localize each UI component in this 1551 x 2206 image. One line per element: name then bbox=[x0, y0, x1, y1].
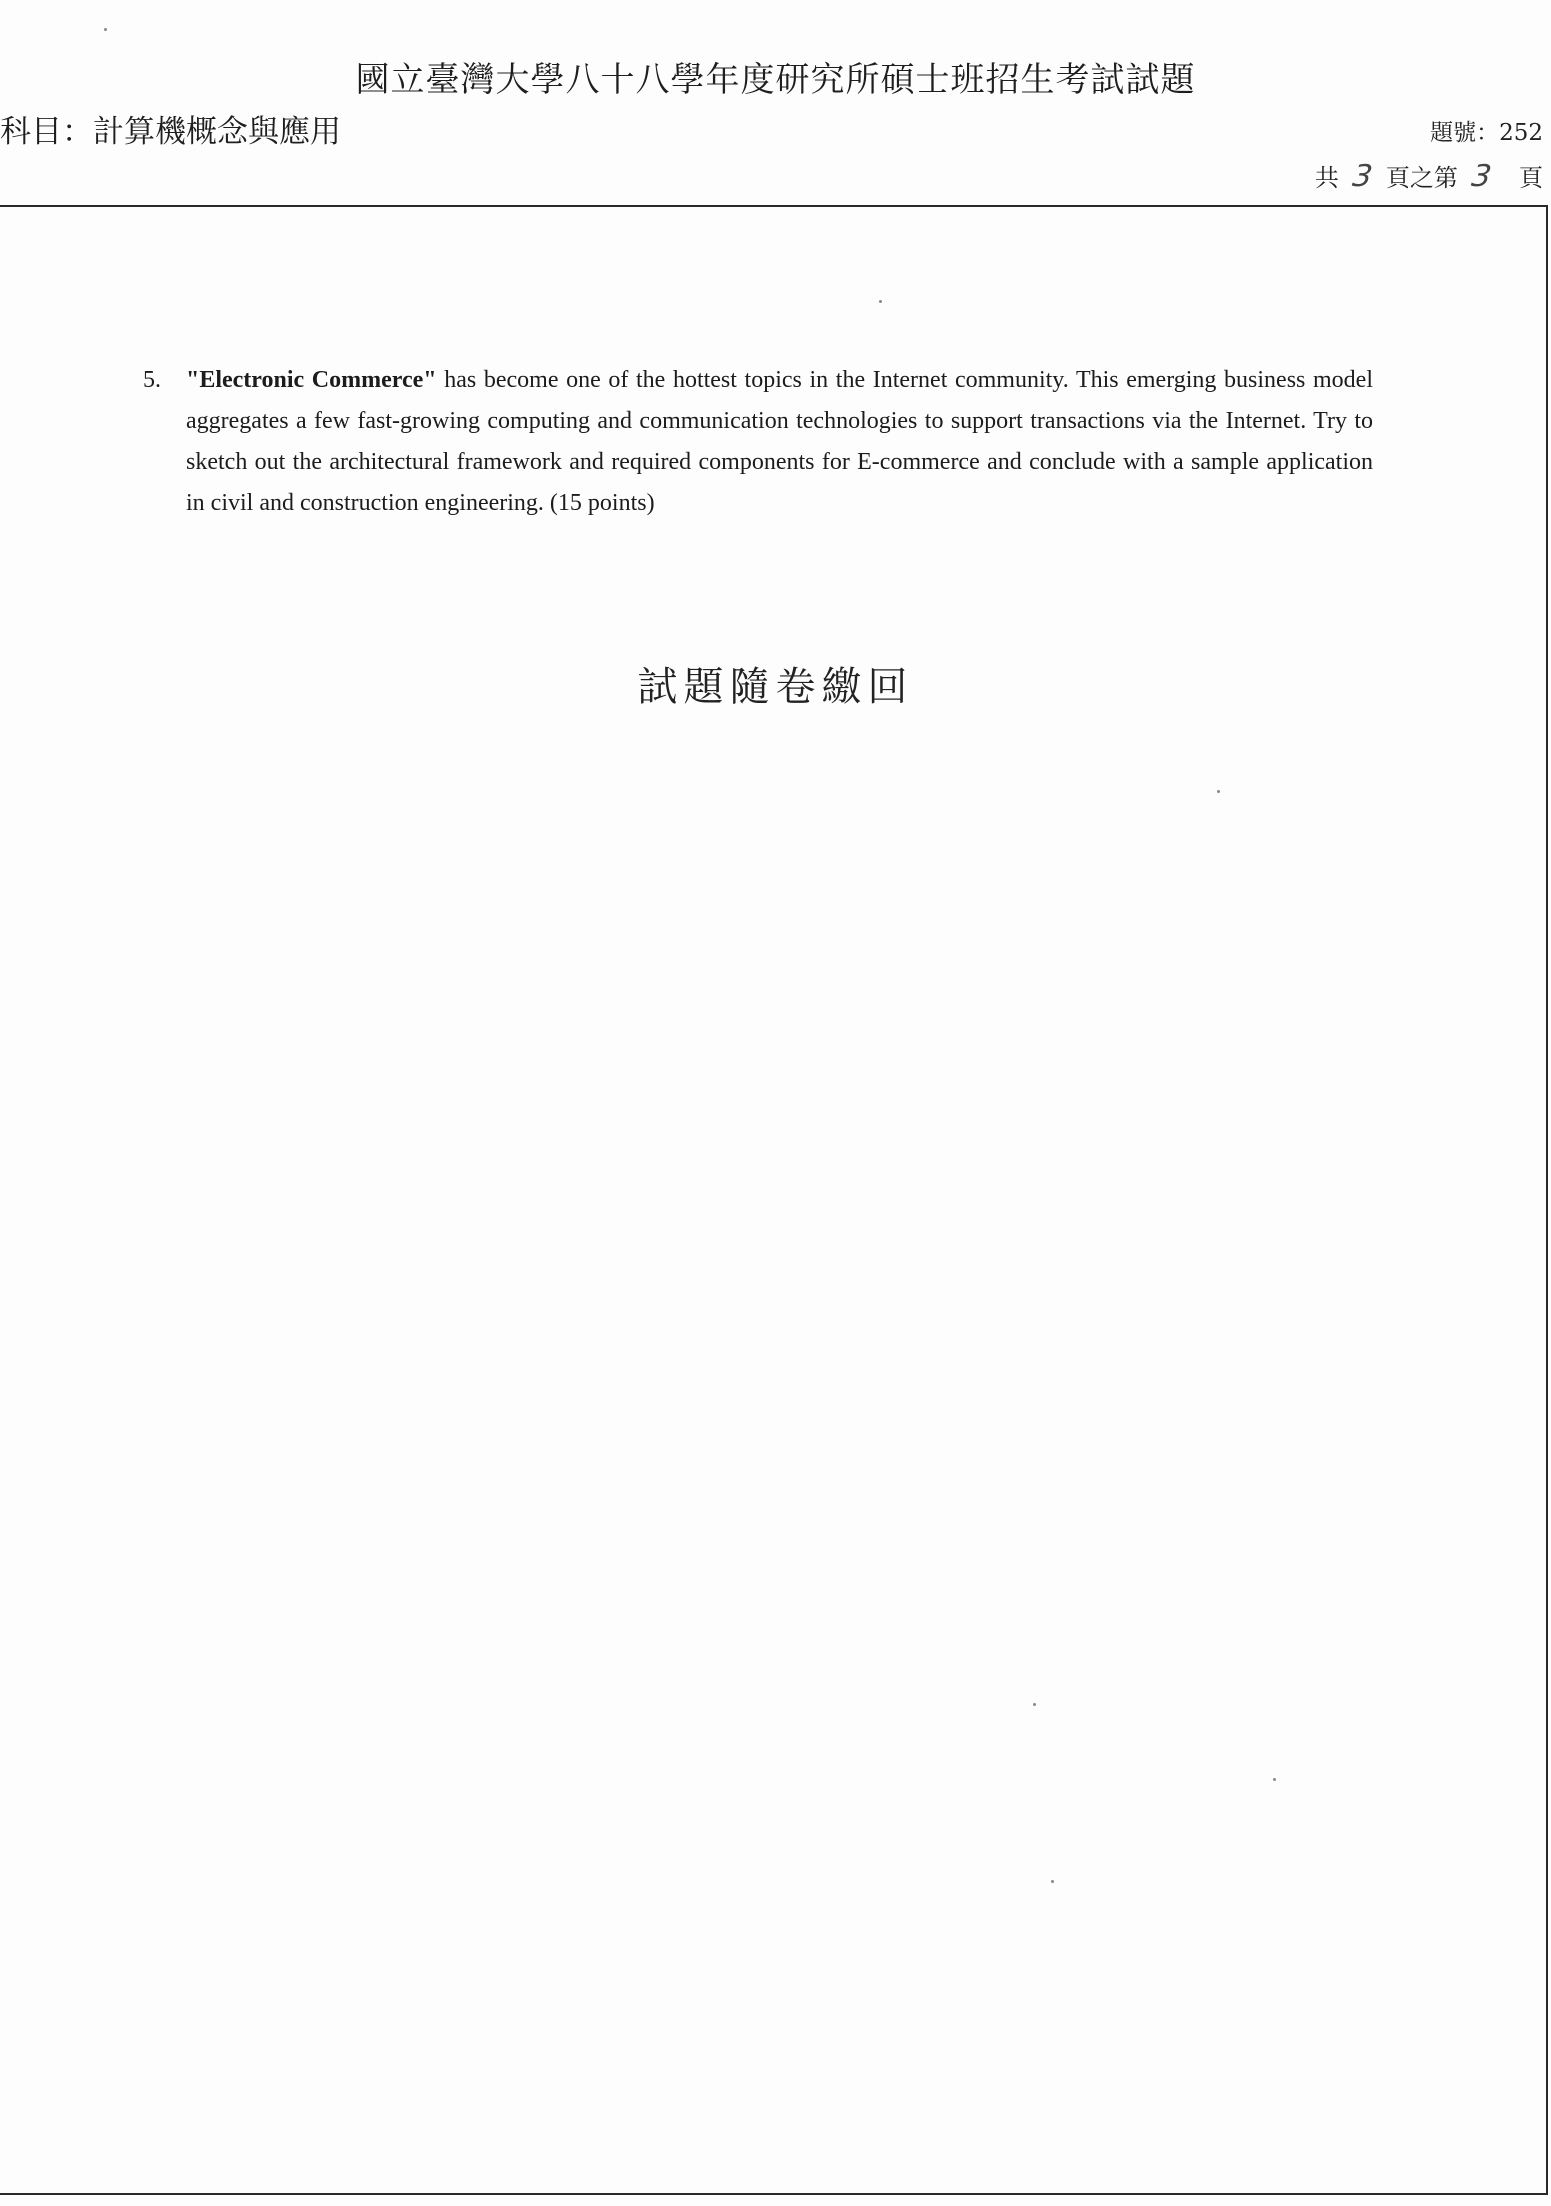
page-suffix: 頁 bbox=[1519, 164, 1543, 192]
return-notice: 試題隨卷繳回 bbox=[637, 664, 914, 710]
subject-label: 科目：計算機概念與應用 bbox=[0, 114, 341, 150]
question-body bbox=[186, 360, 1373, 524]
page-total-prefix: 共 bbox=[1314, 164, 1339, 192]
page-total-value: 3 bbox=[1350, 159, 1375, 194]
page-count bbox=[1315, 158, 1543, 194]
page-mid-text: 頁之第 bbox=[1385, 164, 1458, 192]
scan-speck bbox=[1051, 1880, 1054, 1883]
exam-title: 國立臺灣大學八十八學年度研究所碩士班招生考試試題 bbox=[355, 60, 1196, 100]
question-number: 題號：252 bbox=[1430, 120, 1543, 146]
page-current-value: 3 bbox=[1469, 159, 1494, 194]
question-term: "Electronic Commerce" bbox=[186, 367, 437, 393]
question-index: 5. bbox=[143, 367, 161, 393]
question-block bbox=[143, 360, 1373, 524]
scan-speck bbox=[104, 28, 107, 31]
question-text: has become one of the hottest topics in the Internet community. This emerging business model aggregates a few fast-growing computing and communication technologies to support transactions via the Internet. Try to sketch out the architectural framework and required components for E-commerce and conclude with a sample application in civil and construction engineering. (15 points) bbox=[186, 367, 1374, 516]
scan-speck bbox=[879, 300, 882, 303]
scan-speck bbox=[1217, 790, 1220, 793]
scan-speck bbox=[1273, 1778, 1276, 1781]
scan-speck bbox=[1033, 1703, 1036, 1706]
